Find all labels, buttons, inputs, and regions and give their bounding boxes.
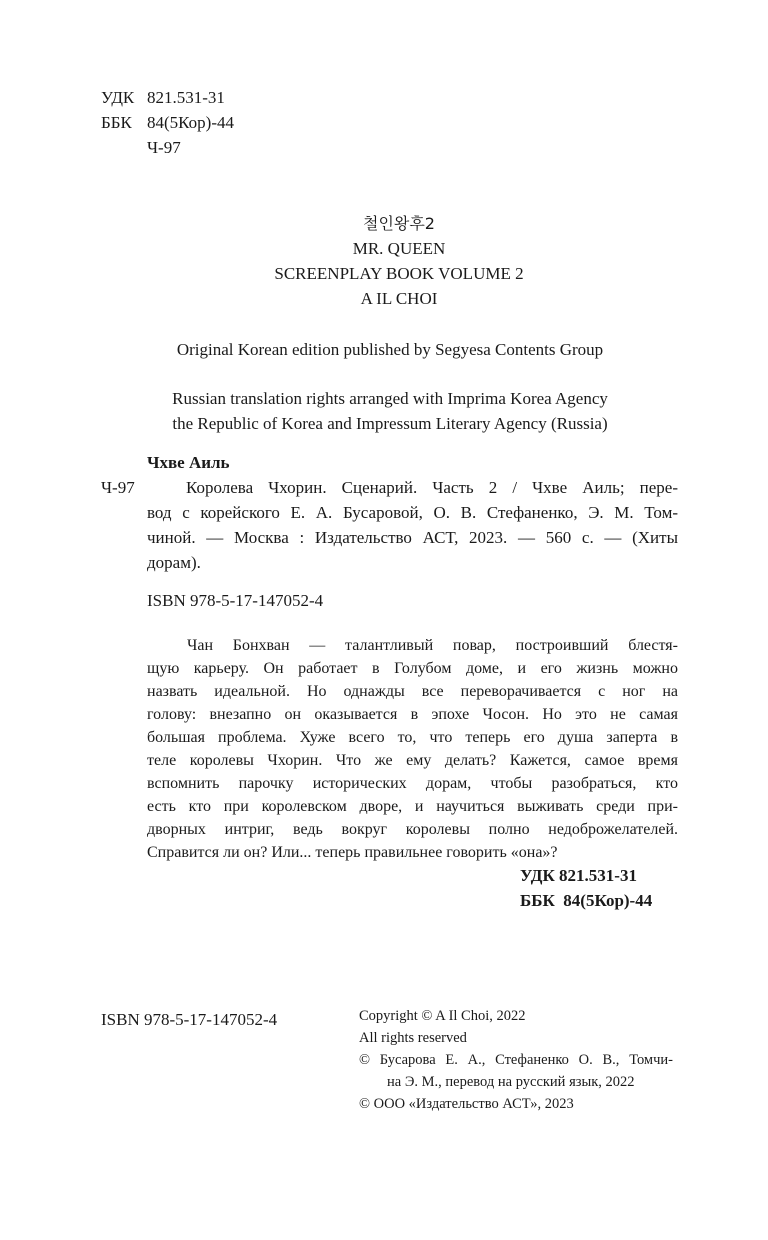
copyright-line: All rights reserved	[359, 1030, 467, 1046]
annotation-line: вспомнить парочку исторических дорам, чтобы разобраться, кто	[147, 775, 678, 792]
translation-rights-line-1: Russian translation rights arranged with Imprima Korea Agency	[172, 389, 608, 408]
annotation-line: есть кто при королевском дворе, и научиться выживать среди при-	[147, 798, 678, 815]
bibliographic-author-mark: Ч-97	[101, 478, 135, 497]
annotation-line: голову: внезапно он оказывается в эпохе Чосон. Но это не самая	[147, 706, 678, 723]
bibliographic-line: вод с корейского Е. А. Бусаровой, О. В. Стефаненко, Э. М. Том-	[147, 503, 678, 522]
udc-code	[101, 86, 225, 110]
bibliographic-line: чиной. — Москва : Издательство АСТ, 2023. — 560 с. — (Хиты	[147, 528, 678, 547]
bbk-label: ББК	[101, 113, 132, 132]
bibliographic-line: Королева Чхорин. Сценарий. Часть 2 / Чхве Аиль; пере-	[186, 478, 678, 497]
korean-title: 철인왕후2	[362, 214, 435, 233]
copyright-line: © Бусарова Е. А., Стефаненко О. В., Томчи-	[359, 1052, 673, 1068]
annotation-line: теле королевы Чхорин. Что же ему делать? Кажется, самое время	[147, 752, 678, 769]
udc-label: УДК	[101, 88, 135, 107]
annotation-udc: УДК 821.531-31	[520, 866, 637, 885]
annotation-line: большая проблема. Хуже всего то, что теперь его душа заперта в	[147, 729, 678, 746]
udc-value: 821.531-31	[147, 88, 225, 107]
copyright-line: © ООО «Издательство АСТ», 2023	[359, 1096, 574, 1112]
annotation-line: назвать идеальной. Но однажды все переворачивается с ног на	[147, 683, 678, 700]
copyright-line: на Э. М., перевод на русский язык, 2022	[387, 1074, 635, 1090]
footer-isbn: ISBN 978-5-17-147052-4	[101, 1010, 278, 1029]
annotation-line: Справится ли он? Или... теперь правильнее говорить «она»?	[147, 844, 558, 861]
copyright-line: Copyright © A Il Choi, 2022	[359, 1008, 526, 1024]
author-heading: Чхве Аиль	[147, 453, 230, 472]
bbk-value: 84(5Кор)-44	[147, 113, 234, 132]
annotation-bbk: ББК 84(5Кор)-44	[520, 891, 653, 910]
original-title: MR. QUEEN	[352, 239, 446, 258]
author-mark: Ч-97	[147, 138, 181, 157]
annotation-line: щую карьеру. Он работает в Голубом доме, и его жизнь можно	[147, 660, 678, 677]
original-edition-note: Original Korean edition published by Segyesa Contents Group	[176, 340, 604, 359]
original-author: A IL CHOI	[360, 289, 438, 308]
bibliographic-line: дорам).	[147, 553, 201, 572]
annotation-line: дворных интриг, ведь вокруг королевы полно недоброжелателей.	[147, 821, 678, 838]
translation-rights-line-2: the Republic of Korea and Impressum Literary Agency (Russia)	[172, 414, 608, 433]
bbk-code	[101, 111, 234, 135]
original-subtitle: SCREENPLAY BOOK VOLUME 2	[274, 264, 524, 283]
bibliographic-isbn: ISBN 978-5-17-147052-4	[147, 591, 324, 610]
annotation-line: Чан Бонхван — талантливый повар, построивший блестя-	[187, 637, 678, 654]
